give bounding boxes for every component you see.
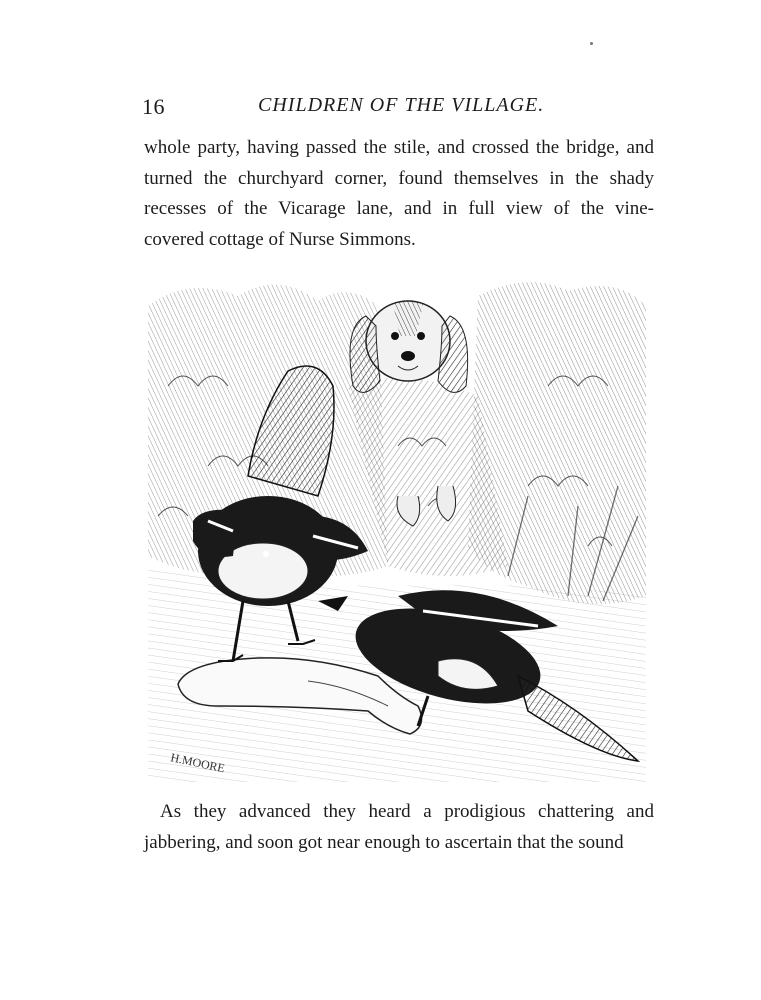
engraver-signature: H.MOORE — [169, 750, 227, 776]
engraving-illustration — [148, 266, 646, 782]
text-line: As they advanced they heard a prodigious chattering and — [160, 801, 654, 822]
text-line: turned the churchyard corner, found themselves in the shady — [144, 167, 654, 189]
paragraph-top — [144, 133, 654, 255]
text-line: recesses of the Vicarage lane, and in full view of the vine- — [144, 198, 654, 219]
paragraph-bottom — [144, 797, 654, 858]
text-line: covered cottage of Nurse Simmons. — [144, 228, 416, 250]
paper-speck — [590, 42, 593, 45]
page-number: 16 — [142, 94, 165, 119]
text-line: whole party, having passed the stile, and crossed the bridge, and — [144, 137, 654, 158]
running-head: CHILDREN OF THE VILLAGE. — [258, 94, 545, 116]
text-line: jabbering, and soon got near enough to ascertain that the sound — [144, 831, 624, 853]
